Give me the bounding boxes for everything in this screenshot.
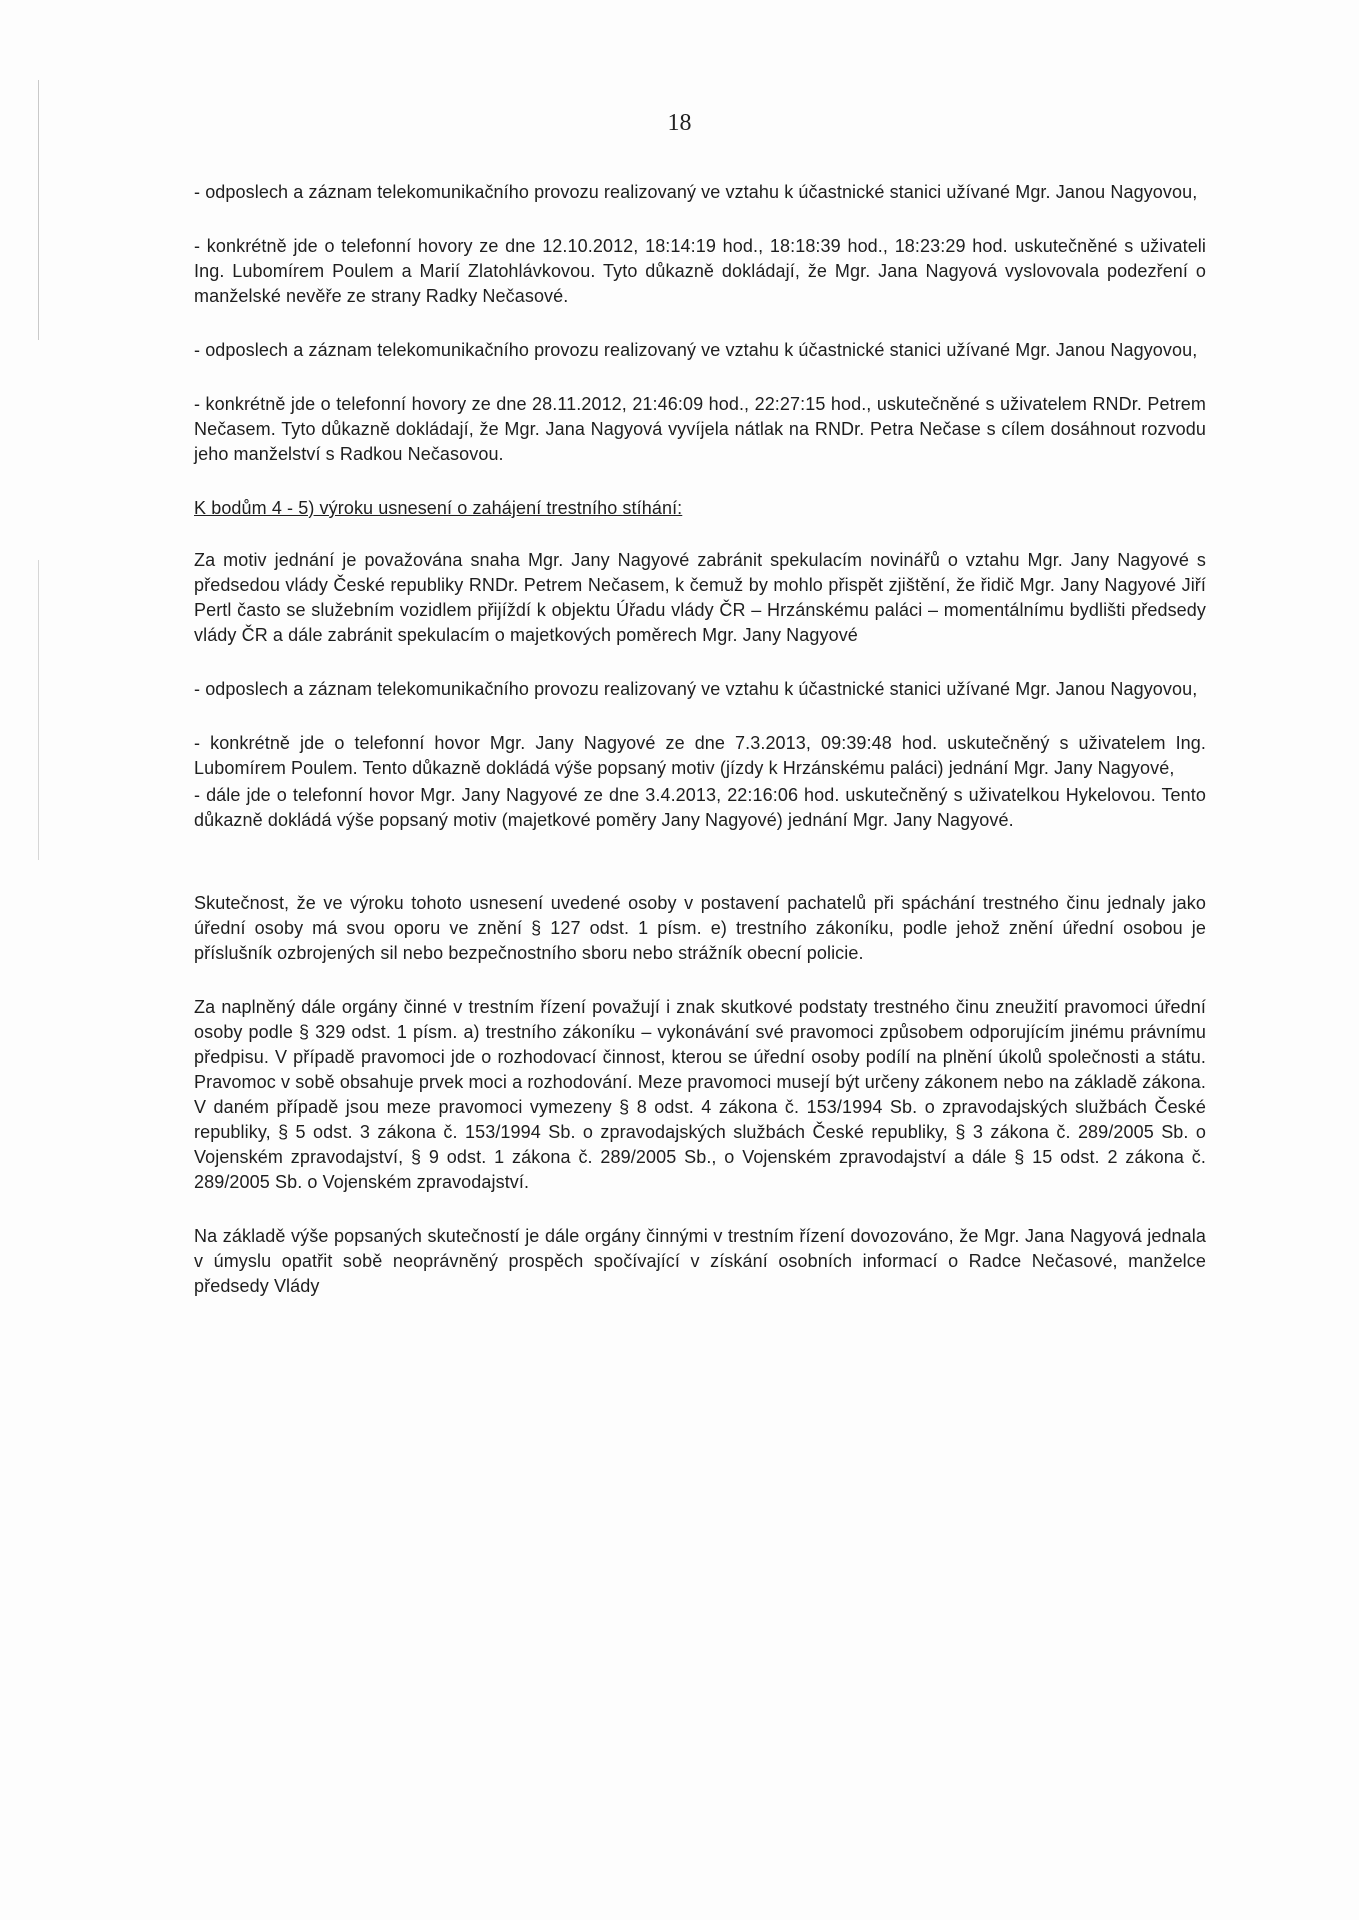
paragraph-abuse-of-power: Za naplněný dále orgány činné v trestním řízení považují i znak skutkové podstaty trestného činu zneužití pravomoci úřední osoby podle § 329 odst. 1 písm. a) trestního zákoníku – vykonávání své pravomoci způsobem odporujícím jinému právnímu předpisu. V případě pravomoci jde o rozhodovací činnost, kterou se úřední osoby podílí na plnění úkolů společnosti a státu. Pravomoc v sobě obsahuje prvek moci a rozhodování. Meze pravomoci musejí být určeny zákonem nebo na základě zákona. V daném případě jsou meze pravomoci vymezeny § 8 odst. 4 zákona č. 153/1994 Sb. o zpravodajských službách České republiky, § 5 odst. 3 zákona č. 153/1994 Sb. o zpravodajských službách České republiky, § 3 zákona č. 289/2005 Sb. o Vojenském zpravodajství, § 9 odst. 1 zákona č. 289/2005 Sb., o Vojenském zpravodajství a dále § 15 odst. 2 zákona č. 289/2005 Sb. o Vojenském zpravodajství. bbox=[194, 997, 1206, 1192]
paragraph-wiretap-3: - odposlech a záznam telekomunikačního provozu realizovaný ve vztahu k účastnické stanici užívané Mgr. Janou Nagyovou, bbox=[194, 679, 1198, 699]
paragraph-calls-28-11-2012: - konkrétně jde o telefonní hovory ze dne 28.11.2012, 21:46:09 hod., 22:27:15 hod., uskutečněné s uživatelem RNDr. Petrem Nečasem. Tyto důkazně dokládají, že Mgr. Jana Nagyová vyvíjela nátlak na RNDr. Petra Nečase s cílem dosáhnout rozvodu jeho manželství s Radkou Nečasovou. bbox=[194, 394, 1206, 464]
section-heading: K bodům 4 - 5) výroku usnesení o zahájení trestního stíhání: bbox=[194, 498, 683, 518]
document-body bbox=[194, 180, 1206, 1299]
paragraph-calls-12-10-2012: - konkrétně jde o telefonní hovory ze dne 12.10.2012, 18:14:19 hod., 18:18:39 hod., 18:23:29 hod. uskutečněné s uživateli Ing. Lubomírem Poulem a Marií Zlatohlávkovou. Tyto důkazně dokládají, že Mgr. Jana Nagyová vyslovovala podezření o manželské nevěře ze strany Radky Nečasové. bbox=[194, 236, 1206, 306]
paragraph-conclusion: Na základě výše popsaných skutečností je dále orgány činnými v trestním řízení dovozováno, že Mgr. Jana Nagyová jednala v úmyslu opatřit sobě neoprávněný prospěch spočívající v získání osobních informací o Radce Nečasové, manželce předsedy Vlády bbox=[194, 1226, 1206, 1296]
scan-margin-mark bbox=[38, 560, 39, 860]
page-number: 18 bbox=[667, 110, 692, 136]
paragraph-motive: Za motiv jednání je považována snaha Mgr. Jany Nagyové zabránit spekulacím novinářů o vztahu Mgr. Jany Nagyové s předsedou vlády České republiky RNDr. Petrem Nečasem, k čemuž by mohlo přispět zjištění, že řidič Mgr. Jany Nagyové Jiří Pertl často se služebním vozidlem přijíždí k objektu Úřadu vlády ČR – Hrzánskému paláci – momentálnímu bydlišti předsedy vlády ČR a dále zabránit spekulacím o majetkových poměrech Mgr. Jany Nagyové bbox=[194, 550, 1206, 645]
paragraph-call-7-3-2013: - konkrétně jde o telefonní hovor Mgr. Jany Nagyové ze dne 7.3.2013, 09:39:48 hod. uskutečněný s uživatelem Ing. Lubomírem Poulem. Tento důkazně dokládá výše popsaný motiv (jízdy k Hrzánskému paláci) jednání Mgr. Jany Nagyové, bbox=[194, 733, 1206, 778]
paragraph-wiretap-2: - odposlech a záznam telekomunikačního provozu realizovaný ve vztahu k účastnické stanici užívané Mgr. Janou Nagyovou, bbox=[194, 340, 1198, 360]
paragraph-call-3-4-2013: - dále jde o telefonní hovor Mgr. Jany Nagyové ze dne 3.4.2013, 22:16:06 hod. uskutečněný s uživatelkou Hykelovou. Tento důkazně dokládá výše popsaný motiv (majetkové poměry Jany Nagyové) jednání Mgr. Jany Nagyové. bbox=[194, 785, 1206, 830]
paragraph-official-persons: Skutečnost, že ve výroku tohoto usnesení uvedené osoby v postavení pachatelů při spáchání trestného činu jednaly jako úřední osoby má svou oporu ve znění § 127 odst. 1 písm. e) trestního zákoníku, podle jehož znění úřední osobou je příslušník ozbrojených sil nebo bezpečnostního sboru nebo strážník obecní policie. bbox=[194, 893, 1206, 963]
paragraph-wiretap-1: - odposlech a záznam telekomunikačního provozu realizovaný ve vztahu k účastnické stanici užívané Mgr. Janou Nagyovou, bbox=[194, 182, 1198, 202]
